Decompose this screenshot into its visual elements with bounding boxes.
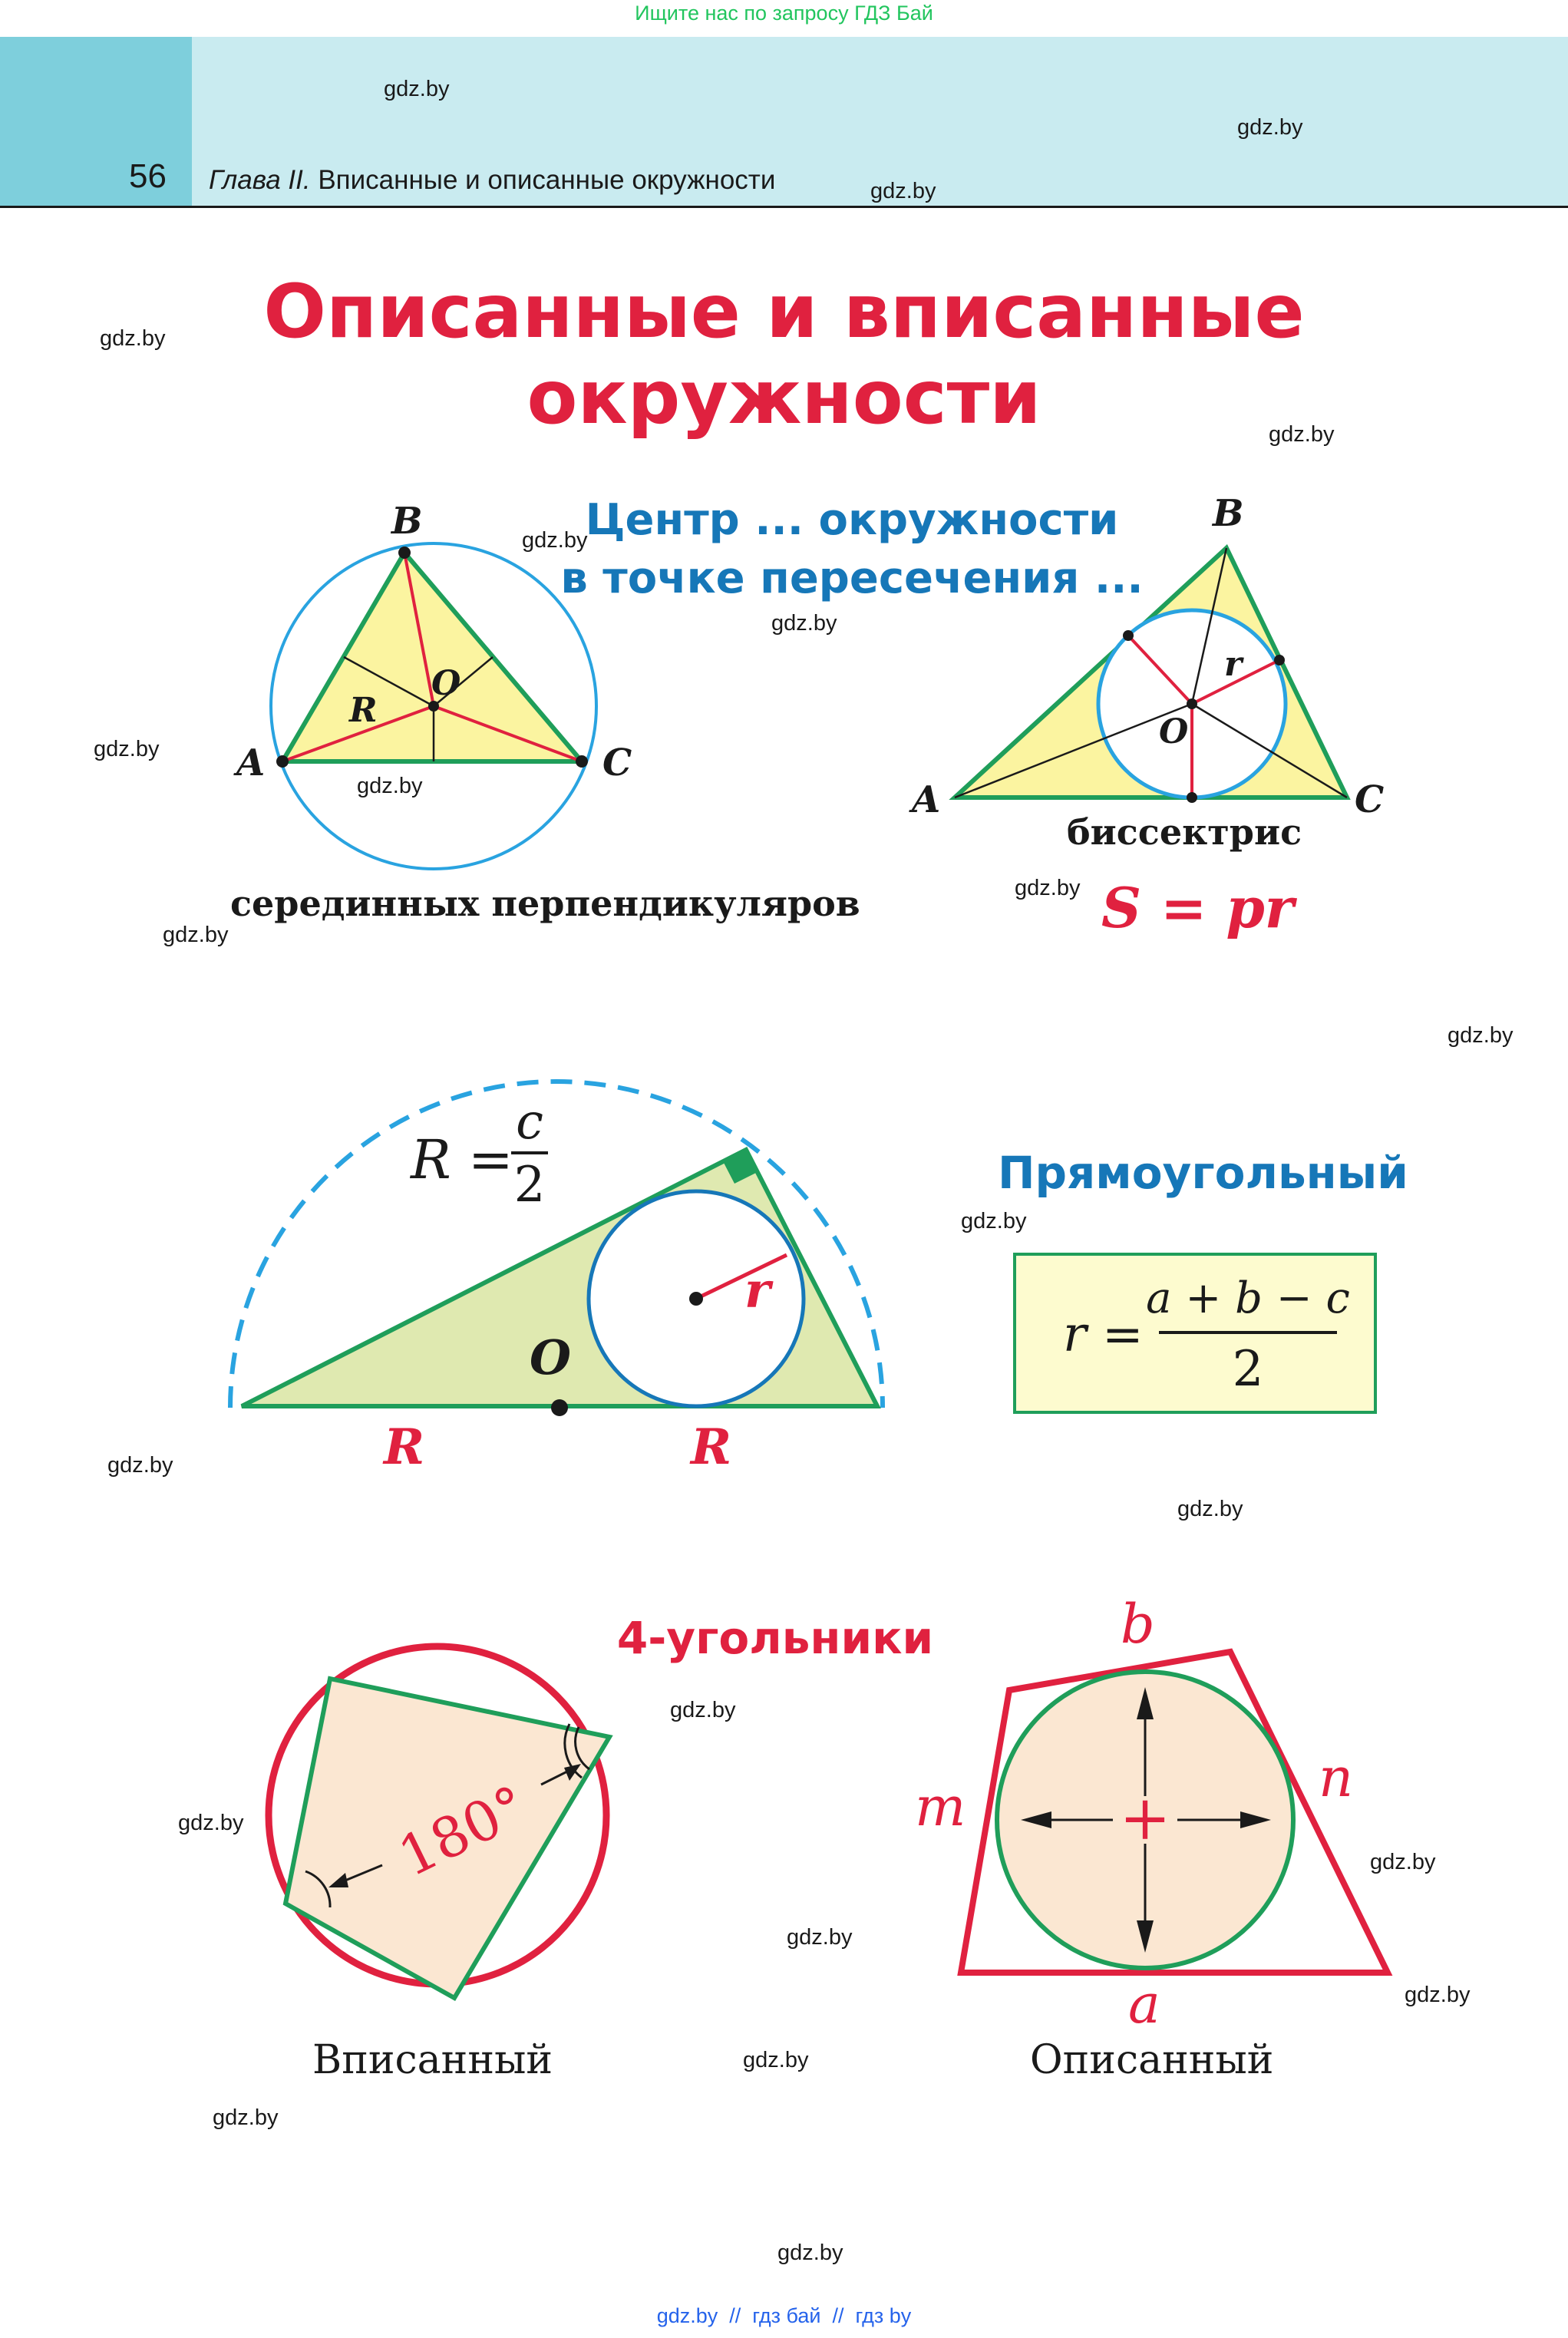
watermark: gdz.by bbox=[771, 611, 837, 636]
point-b bbox=[398, 547, 411, 559]
main-title-line-2: окружности bbox=[527, 355, 1041, 441]
right-triangle-heading: Прямоугольный bbox=[998, 1147, 1408, 1199]
page-number: 56 bbox=[129, 157, 167, 195]
watermark: gdz.by bbox=[522, 528, 588, 553]
circumradius-formula-denominator: 2 bbox=[513, 1157, 546, 1214]
circumscribed-quadrilateral-diagram bbox=[898, 1597, 1397, 2026]
circumradius-formula-numerator: c bbox=[516, 1094, 543, 1151]
watermark: gdz.by bbox=[1448, 1023, 1514, 1048]
inscribed-triangle-diagram bbox=[906, 491, 1412, 844]
label-b: B bbox=[1213, 492, 1244, 535]
tangent-point-bc bbox=[1274, 655, 1285, 665]
plus-sign: + bbox=[1119, 1782, 1171, 1854]
center-heading-line-2: в точке пересечения ... bbox=[560, 553, 1144, 603]
watermark: gdz.by bbox=[1237, 115, 1303, 140]
inscribed-quadrilateral-diagram bbox=[253, 1627, 652, 2011]
top-banner-text[interactable]: Ищите нас по запросу ГДЗ Бай bbox=[635, 2, 933, 25]
circumradius-formula-left: R = bbox=[411, 1128, 513, 1191]
label-o: O bbox=[431, 664, 461, 703]
watermark: gdz.by bbox=[777, 2241, 843, 2265]
side-n-label: n bbox=[1319, 1746, 1354, 1809]
point-o bbox=[1187, 698, 1197, 709]
watermark: gdz.by bbox=[107, 1453, 173, 1478]
watermark: gdz.by bbox=[1269, 422, 1335, 447]
watermark: gdz.by bbox=[100, 326, 166, 351]
watermark: gdz.by bbox=[94, 737, 160, 761]
label-r-right: R bbox=[691, 1418, 732, 1476]
header-divider bbox=[0, 206, 1568, 208]
main-title bbox=[0, 269, 1568, 441]
point-c bbox=[576, 755, 588, 768]
watermark: gdz.by bbox=[178, 1811, 244, 1835]
label-a: A bbox=[912, 778, 941, 821]
label-r: R bbox=[349, 691, 378, 730]
side-a-label: a bbox=[1128, 1973, 1160, 2026]
label-c: C bbox=[602, 741, 632, 784]
watermark: gdz.by bbox=[213, 2105, 279, 2130]
right-triangle-diagram bbox=[215, 1067, 906, 1497]
watermark: gdz.by bbox=[384, 77, 450, 101]
watermark: gdz.by bbox=[787, 1925, 853, 1950]
quadrilaterals-heading: 4-угольники bbox=[616, 1612, 934, 1664]
watermark: gdz.by bbox=[1405, 1983, 1471, 2007]
incenter bbox=[689, 1292, 703, 1306]
inscribed-quadrilateral-caption: Вписанный bbox=[312, 2037, 553, 2083]
label-a: A bbox=[236, 741, 266, 784]
chapter-title: Вписанные и описанные окружности bbox=[318, 165, 776, 195]
center-heading-line-1: Центр ... окружности bbox=[585, 495, 1119, 545]
area-formula: S = pr bbox=[1101, 875, 1294, 940]
inradius-formula-denominator: 2 bbox=[1232, 1341, 1264, 1398]
watermark: gdz.by bbox=[670, 1698, 736, 1722]
watermark: gdz.by bbox=[357, 774, 423, 798]
circumscribed-triangle-diagram bbox=[215, 491, 645, 890]
chapter-heading bbox=[209, 165, 775, 196]
label-o: O bbox=[1159, 712, 1189, 751]
watermark: gdz.by bbox=[743, 2048, 809, 2072]
label-b: B bbox=[391, 500, 423, 543]
bottom-links[interactable]: gdz.by // гдз бай // гдз by bbox=[656, 2304, 912, 2327]
inradius-formula-numerator: a + b − c bbox=[1146, 1273, 1350, 1323]
watermark: gdz.by bbox=[870, 179, 936, 203]
side-b-label: b bbox=[1121, 1597, 1155, 1656]
watermark: gdz.by bbox=[961, 1209, 1027, 1233]
circumscribed-caption: серединных перпендикуляров bbox=[230, 883, 860, 924]
label-o: O bbox=[530, 1329, 572, 1385]
label-c: C bbox=[1355, 778, 1385, 821]
midpoint-o bbox=[551, 1399, 568, 1416]
watermark: gdz.by bbox=[1370, 1850, 1436, 1874]
tangent-point-ab bbox=[1123, 630, 1134, 641]
label-r-left: R bbox=[384, 1418, 425, 1476]
label-r: r bbox=[1224, 645, 1243, 684]
chapter-label: Глава II. bbox=[209, 165, 311, 195]
inradius-formula-left: r = bbox=[1063, 1306, 1144, 1363]
watermark: gdz.by bbox=[1177, 1497, 1243, 1521]
label-r-small: r bbox=[744, 1262, 771, 1319]
angle-sum-label: 180° bbox=[388, 1772, 537, 1890]
side-m-label: m bbox=[915, 1775, 966, 1838]
inradius-formula-box bbox=[1013, 1253, 1377, 1414]
point-a bbox=[276, 755, 289, 768]
watermark: gdz.by bbox=[1015, 876, 1081, 900]
tangent-point-ac bbox=[1187, 792, 1197, 803]
inscribed-caption: биссектрис bbox=[1067, 811, 1302, 853]
circumscribed-quadrilateral-caption: Описанный bbox=[1030, 2037, 1274, 2083]
watermark: gdz.by bbox=[163, 923, 229, 947]
main-title-line-1: Описанные и вписанные bbox=[263, 269, 1305, 355]
